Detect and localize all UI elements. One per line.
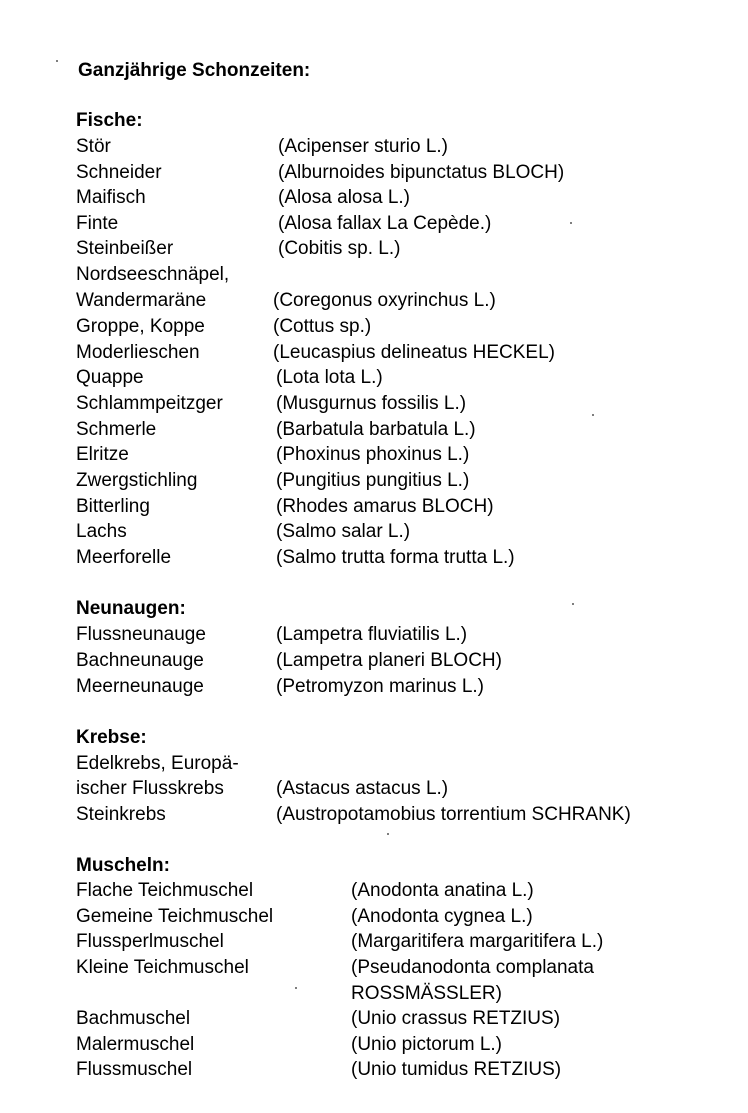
scientific-name: (Alburnoides bipunctatus BLOCH) <box>278 162 565 183</box>
section-heading-muscheln: Muscheln: <box>76 855 170 876</box>
scientific-name: (Barbatula barbatula L.) <box>276 419 476 440</box>
common-name: Steinbeißer <box>76 238 174 259</box>
common-name: ischer Flusskrebs <box>76 778 224 799</box>
scientific-name: (Pseudanodonta complanata <box>351 957 594 978</box>
scan-speck <box>570 222 572 224</box>
section-heading-neunaugen: Neunaugen: <box>76 598 186 619</box>
common-name: Finte <box>76 213 119 234</box>
scientific-name: (Pungitius pungitius L.) <box>276 470 470 491</box>
common-name: Maifisch <box>76 187 146 208</box>
scan-speck <box>56 60 58 62</box>
scientific-name: (Lota lota L.) <box>276 367 383 388</box>
scientific-name: (Petromyzon marinus L.) <box>276 676 485 697</box>
common-name: Gemeine Teichmuschel <box>76 906 274 927</box>
common-name: Nordseeschnäpel, <box>76 264 230 285</box>
common-name: Bachneunauge <box>76 650 204 671</box>
scientific-name: (Unio tumidus RETZIUS) <box>351 1059 562 1080</box>
common-name: Malermuschel <box>76 1034 195 1055</box>
common-name: Flussmuschel <box>76 1059 193 1080</box>
common-name: Wandermaräne <box>76 290 207 311</box>
common-name: Zwergstichling <box>76 470 198 491</box>
scientific-name: (Musgurnus fossilis L.) <box>276 393 467 414</box>
scientific-name: (Salmo salar L.) <box>276 521 411 542</box>
scientific-name: (Cobitis sp. L.) <box>278 238 401 259</box>
scientific-name: (Margaritifera margaritifera L.) <box>351 931 604 952</box>
common-name: Meerforelle <box>76 547 172 568</box>
scan-speck <box>592 414 594 416</box>
scientific-name: (Phoxinus phoxinus L.) <box>276 444 470 465</box>
common-name: Schneider <box>76 162 162 183</box>
common-name: Flussperlmuschel <box>76 931 224 952</box>
common-name: Elritze <box>76 444 129 465</box>
common-name: Meerneunauge <box>76 676 204 697</box>
scientific-name: (Leucaspius delineatus HECKEL) <box>273 342 555 363</box>
common-name: Lachs <box>76 521 127 542</box>
common-name: Stör <box>76 136 111 157</box>
common-name: Quappe <box>76 367 144 388</box>
common-name: Groppe, Koppe <box>76 316 205 337</box>
common-name: Edelkrebs, Europä- <box>76 753 239 774</box>
common-name: Flache Teichmuschel <box>76 880 254 901</box>
common-name: Flussneunauge <box>76 624 206 645</box>
scientific-name-continued: ROSSMÄSSLER) <box>351 983 502 1004</box>
common-name: Kleine Teichmuschel <box>76 957 249 978</box>
scientific-name: (Unio crassus RETZIUS) <box>351 1008 561 1029</box>
document-title: Ganzjährige Schonzeiten: <box>78 60 311 81</box>
common-name: Moderlieschen <box>76 342 200 363</box>
scan-speck <box>572 603 574 605</box>
scientific-name: (Alosa alosa L.) <box>278 187 411 208</box>
common-name: Steinkrebs <box>76 804 166 825</box>
common-name: Schmerle <box>76 419 157 440</box>
scientific-name: (Astacus astacus L.) <box>276 778 449 799</box>
scientific-name: (Cottus sp.) <box>273 316 372 337</box>
section-heading-fische: Fische: <box>76 110 143 131</box>
common-name: Schlammpeitzger <box>76 393 223 414</box>
scientific-name: (Unio pictorum L.) <box>351 1034 502 1055</box>
scientific-name: (Lampetra planeri BLOCH) <box>276 650 502 671</box>
scientific-name: (Acipenser sturio L.) <box>278 136 449 157</box>
scientific-name: (Alosa fallax La Cepède.) <box>278 213 492 234</box>
scientific-name: (Lampetra fluviatilis L.) <box>276 624 468 645</box>
common-name: Bitterling <box>76 496 150 517</box>
scan-speck <box>295 987 297 989</box>
scientific-name: (Salmo trutta forma trutta L.) <box>276 547 515 568</box>
scientific-name: (Austropotamobius torrentium SCHRANK) <box>276 804 631 825</box>
section-heading-krebse: Krebse: <box>76 727 147 748</box>
scientific-name: (Anodonta cygnea L.) <box>351 906 533 927</box>
scan-speck <box>387 833 389 835</box>
scientific-name: (Rhodes amarus BLOCH) <box>276 496 494 517</box>
scientific-name: (Anodonta anatina L.) <box>351 880 534 901</box>
scientific-name: (Coregonus oxyrinchus L.) <box>273 290 496 311</box>
common-name: Bachmuschel <box>76 1008 191 1029</box>
